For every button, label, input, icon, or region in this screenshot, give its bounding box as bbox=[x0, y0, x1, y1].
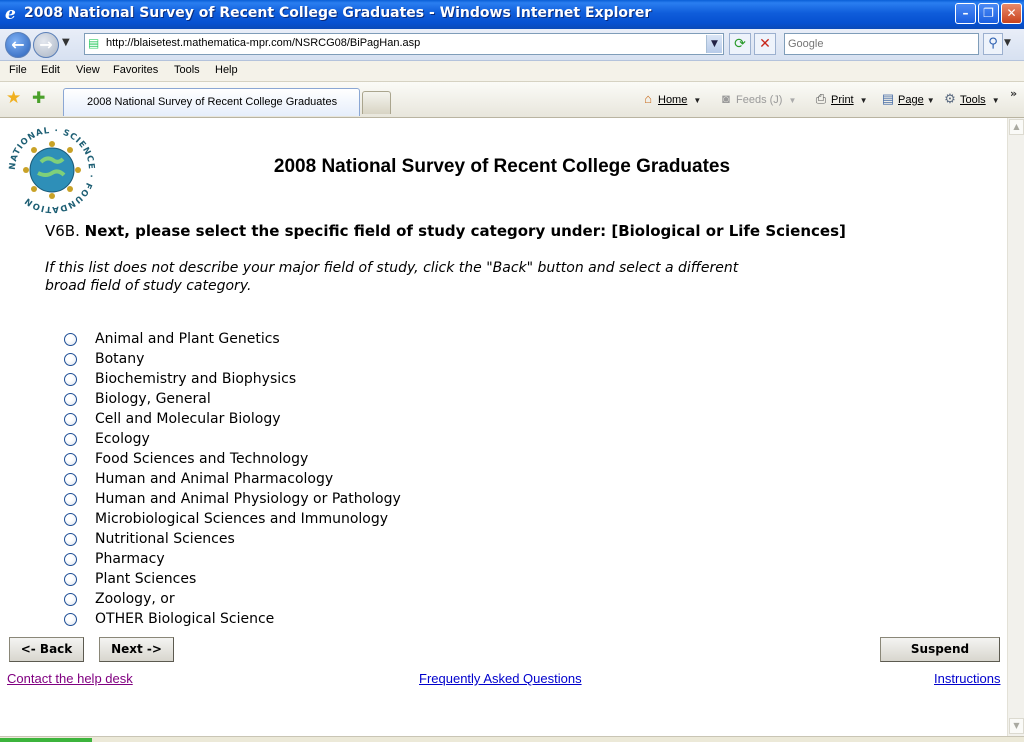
question-prompt: Next, please select the specific field of study category under: [Biological or Life Sciences] bbox=[84, 222, 846, 240]
question-text bbox=[45, 222, 846, 240]
page-dropdown-icon[interactable]: ▼ bbox=[926, 96, 935, 105]
search-options-dropdown-icon[interactable]: ▼ bbox=[1004, 38, 1011, 48]
search-icon[interactable]: ⚲ bbox=[983, 33, 1003, 55]
scroll-up-icon[interactable]: ▲ bbox=[1009, 119, 1024, 135]
radio-button[interactable] bbox=[64, 433, 77, 446]
home-dropdown-icon[interactable]: ▼ bbox=[693, 96, 702, 105]
radio-button[interactable] bbox=[64, 473, 77, 486]
option-label[interactable]: Ecology bbox=[95, 431, 150, 447]
question-instruction: If this list does not describe your major field of study, click the "Back" button and select a different broad field of study category. bbox=[45, 260, 739, 294]
option-label[interactable]: Microbiological Sciences and Immunology bbox=[95, 511, 389, 527]
option-label[interactable]: Zoology, or bbox=[95, 591, 175, 607]
option-label[interactable]: Biochemistry and Biophysics bbox=[95, 371, 297, 387]
feeds-dropdown-icon[interactable]: ▼ bbox=[788, 96, 797, 105]
help-desk-link[interactable]: Contact the help desk bbox=[7, 671, 133, 686]
menu-bar bbox=[0, 61, 1024, 82]
question-id: V6B. bbox=[45, 222, 80, 240]
radio-button[interactable] bbox=[64, 593, 77, 606]
option-label[interactable]: Food Sciences and Technology bbox=[95, 451, 309, 467]
option-label[interactable]: Nutritional Sciences bbox=[95, 531, 235, 547]
radio-button[interactable] bbox=[64, 533, 77, 546]
radio-button[interactable] bbox=[64, 573, 77, 586]
stop-icon[interactable]: ✕ bbox=[754, 33, 776, 55]
feeds-icon: ◙ bbox=[722, 91, 730, 106]
menu-edit[interactable]: Edit bbox=[41, 64, 60, 76]
back-arrow-icon[interactable]: ← bbox=[5, 32, 31, 58]
faq-link[interactable]: Frequently Asked Questions bbox=[419, 671, 582, 686]
option-label[interactable]: Human and Animal Physiology or Pathology bbox=[95, 491, 401, 507]
menu-favorites[interactable]: Favorites bbox=[113, 64, 159, 76]
menu-tools[interactable]: Tools bbox=[174, 64, 200, 76]
address-toolbar bbox=[0, 29, 1024, 61]
radio-button[interactable] bbox=[64, 513, 77, 526]
scroll-down-icon[interactable]: ▼ bbox=[1009, 718, 1024, 734]
refresh-icon[interactable]: ⟳ bbox=[729, 33, 751, 55]
option-label[interactable]: Animal and Plant Genetics bbox=[95, 331, 280, 347]
tab-command-bar bbox=[0, 82, 1024, 118]
page-icon: ▤ bbox=[88, 36, 100, 50]
printer-icon: ⎙ bbox=[815, 91, 827, 106]
title-bar bbox=[0, 0, 1024, 29]
option-label[interactable]: Human and Animal Pharmacology bbox=[95, 471, 334, 487]
print-dropdown-icon[interactable]: ▼ bbox=[859, 96, 868, 105]
tools-button[interactable]: ⚙ Tools ▼ bbox=[942, 91, 1000, 107]
option-label[interactable]: Pharmacy bbox=[95, 551, 165, 567]
search-field[interactable] bbox=[784, 33, 979, 55]
history-dropdown-icon[interactable]: ▼ bbox=[62, 37, 70, 48]
home-button[interactable]: ⌂ Home ▼ bbox=[640, 91, 701, 106]
address-field[interactable] bbox=[84, 33, 724, 55]
address-dropdown-icon[interactable]: ▼ bbox=[706, 35, 722, 53]
vertical-scrollbar[interactable] bbox=[1007, 118, 1024, 736]
option-label[interactable]: Plant Sciences bbox=[95, 571, 197, 587]
minimize-icon[interactable]: – bbox=[955, 3, 976, 24]
close-icon[interactable]: ✕ bbox=[1001, 3, 1022, 24]
favorites-star-icon[interactable]: ★ bbox=[6, 88, 22, 108]
page-button[interactable]: ▤ Page ▼ bbox=[881, 91, 935, 106]
radio-button[interactable] bbox=[64, 553, 77, 566]
instructions-link[interactable]: Instructions bbox=[934, 671, 1001, 686]
option-label[interactable]: Botany bbox=[95, 351, 145, 367]
menu-view[interactable]: View bbox=[76, 64, 100, 76]
menu-file[interactable]: File bbox=[9, 64, 27, 76]
tab-label: 2008 National Survey of Recent College Graduates bbox=[87, 96, 338, 108]
search-input[interactable] bbox=[788, 36, 973, 52]
page-icon: ▤ bbox=[881, 91, 895, 106]
print-button[interactable]: ⎙ Print ▼ bbox=[813, 91, 868, 107]
suspend-button[interactable]: Suspend bbox=[880, 637, 1000, 662]
tab-survey[interactable] bbox=[63, 88, 360, 116]
next-button[interactable]: Next -> bbox=[99, 637, 174, 662]
radio-button[interactable] bbox=[64, 353, 77, 366]
page-content bbox=[0, 118, 1007, 736]
feeds-button[interactable]: ◙ Feeds (J) ▼ bbox=[718, 91, 796, 106]
radio-button[interactable] bbox=[64, 413, 77, 426]
radio-button[interactable] bbox=[64, 453, 77, 466]
window-title: 2008 National Survey of Recent College Graduates - Windows Internet Explorer bbox=[24, 5, 652, 21]
radio-button[interactable] bbox=[64, 393, 77, 406]
gear-icon: ⚙ bbox=[944, 91, 956, 106]
option-label[interactable]: OTHER Biological Science bbox=[95, 611, 275, 627]
home-icon: ⌂ bbox=[644, 91, 652, 106]
more-commands-icon[interactable]: » bbox=[1010, 87, 1018, 100]
status-bar bbox=[0, 736, 1024, 742]
svg-text:NATIONAL · SCIENCE · FOUNDATIO: NATIONAL · SCIENCE · FOUNDATION bbox=[8, 126, 96, 214]
radio-button[interactable] bbox=[64, 333, 77, 346]
radio-button[interactable] bbox=[64, 613, 77, 626]
menu-help[interactable]: Help bbox=[215, 64, 238, 76]
new-tab-button[interactable] bbox=[362, 91, 391, 114]
page-title: 2008 National Survey of Recent College Graduates bbox=[273, 156, 731, 177]
option-label[interactable]: Cell and Molecular Biology bbox=[95, 411, 281, 427]
radio-button[interactable] bbox=[64, 373, 77, 386]
radio-button[interactable] bbox=[64, 493, 77, 506]
status-progress bbox=[0, 738, 92, 742]
forward-arrow-icon[interactable]: → bbox=[33, 32, 59, 58]
option-label[interactable]: Biology, General bbox=[95, 391, 211, 407]
tools-dropdown-icon[interactable]: ▼ bbox=[991, 96, 1000, 105]
maximize-icon[interactable]: ❐ bbox=[978, 3, 999, 24]
url-text[interactable]: http://blaisetest.mathematica-mpr.com/NSRCG08/BiPagHan.asp bbox=[106, 37, 421, 49]
back-button[interactable]: <- Back bbox=[9, 637, 84, 662]
ie-logo-icon: e bbox=[5, 4, 16, 24]
add-favorites-icon[interactable]: ✚ bbox=[32, 88, 46, 107]
